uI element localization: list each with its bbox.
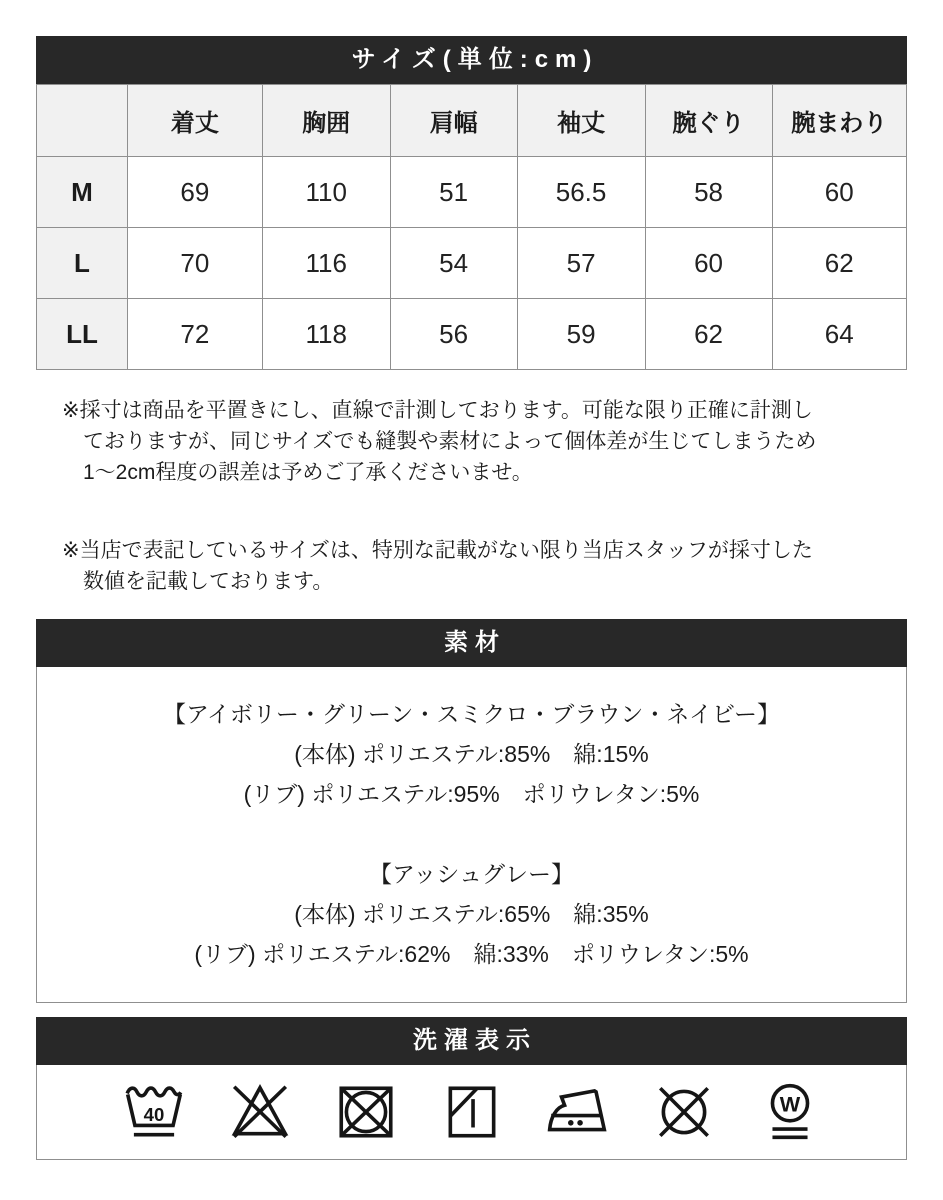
cell: 60 (645, 228, 772, 299)
column-header-chakutake: 着丈 (127, 85, 262, 157)
size-label: L (37, 228, 128, 299)
cell: 57 (517, 228, 645, 299)
size-label: LL (37, 299, 128, 370)
cell: 51 (390, 157, 517, 228)
cell: 64 (772, 299, 906, 370)
do-not-dry-clean-icon (651, 1077, 717, 1147)
material-group-main-colors (47, 694, 896, 814)
table-row-m (37, 157, 907, 228)
material-section (36, 619, 907, 1003)
cell: 118 (262, 299, 390, 370)
size-section-title: サイズ(単位:cm) (36, 36, 907, 84)
material-box (36, 667, 907, 1003)
table-row-ll (37, 299, 907, 370)
size-label: M (37, 157, 128, 228)
cell: 116 (262, 228, 390, 299)
column-header-sodetake: 袖丈 (517, 85, 645, 157)
column-header-udeguri: 腕ぐり (645, 85, 772, 157)
material-group-ash-gray (47, 854, 896, 974)
cell: 59 (517, 299, 645, 370)
iron-medium-two-dots-icon (545, 1077, 611, 1147)
material-rib-composition: (リブ) ポリエステル:95% ポリウレタン:5% (243, 781, 700, 807)
cell: 62 (645, 299, 772, 370)
material-body-composition: (本体) ポリエステル:65% 綿:35% (294, 901, 649, 927)
care-section (36, 1017, 907, 1160)
size-section (36, 36, 907, 370)
do-not-bleach-icon (227, 1077, 293, 1147)
note-staff-measured (62, 535, 907, 597)
column-header-udemawari: 腕まわり (772, 85, 906, 157)
do-not-tumble-dry-icon (333, 1077, 399, 1147)
cell: 56.5 (517, 157, 645, 228)
cell: 72 (127, 299, 262, 370)
material-color-names: 【アイボリー・グリーン・スミクロ・ブラウン・ネイビー】 (162, 701, 781, 727)
cell: 62 (772, 228, 906, 299)
size-table (36, 84, 907, 370)
cell: 110 (262, 157, 390, 228)
shade-line-dry-icon (439, 1077, 505, 1147)
column-header-katahaba: 肩幅 (390, 85, 517, 157)
wet-clean-mild-icon (757, 1077, 823, 1147)
table-row-l (37, 228, 907, 299)
material-color-names: 【アッシュグレー】 (369, 861, 574, 887)
note-line: 数値を記載しております。 (83, 570, 334, 593)
note-line: ※当店で表記しているサイズは、特別な記載がない限り当店スタッフが採寸した (62, 539, 813, 562)
measurement-notes (62, 395, 907, 597)
care-symbols-box (36, 1065, 907, 1160)
material-section-title: 素材 (36, 619, 907, 667)
cell: 56 (390, 299, 517, 370)
svg-text:40: 40 (143, 1103, 164, 1125)
corner-cell (37, 85, 128, 157)
content-column (36, 36, 907, 1160)
wash-40-mild-icon (121, 1077, 187, 1147)
material-body-composition: (本体) ポリエステル:85% 綿:15% (294, 741, 649, 767)
svg-text:W: W (779, 1091, 800, 1117)
cell: 58 (645, 157, 772, 228)
cell: 69 (127, 157, 262, 228)
note-measurement-tolerance (62, 395, 907, 488)
cell: 60 (772, 157, 906, 228)
note-line: ておりますが、同じサイズでも縫製や素材によって個体差が生じてしまうため (83, 430, 817, 453)
cell: 54 (390, 228, 517, 299)
material-rib-composition: (リブ) ポリエステル:62% 綿:33% ポリウレタン:5% (194, 941, 749, 967)
column-header-kyoui: 胸囲 (262, 85, 390, 157)
note-line: ※採寸は商品を平置きにし、直線で計測しております。可能な限り正確に計測し (62, 399, 813, 422)
cell: 70 (127, 228, 262, 299)
care-section-title: 洗濯表示 (36, 1017, 907, 1065)
note-line: 1〜2cm程度の誤差は予めご了承くださいませ。 (83, 461, 533, 484)
size-table-header-row (37, 85, 907, 157)
